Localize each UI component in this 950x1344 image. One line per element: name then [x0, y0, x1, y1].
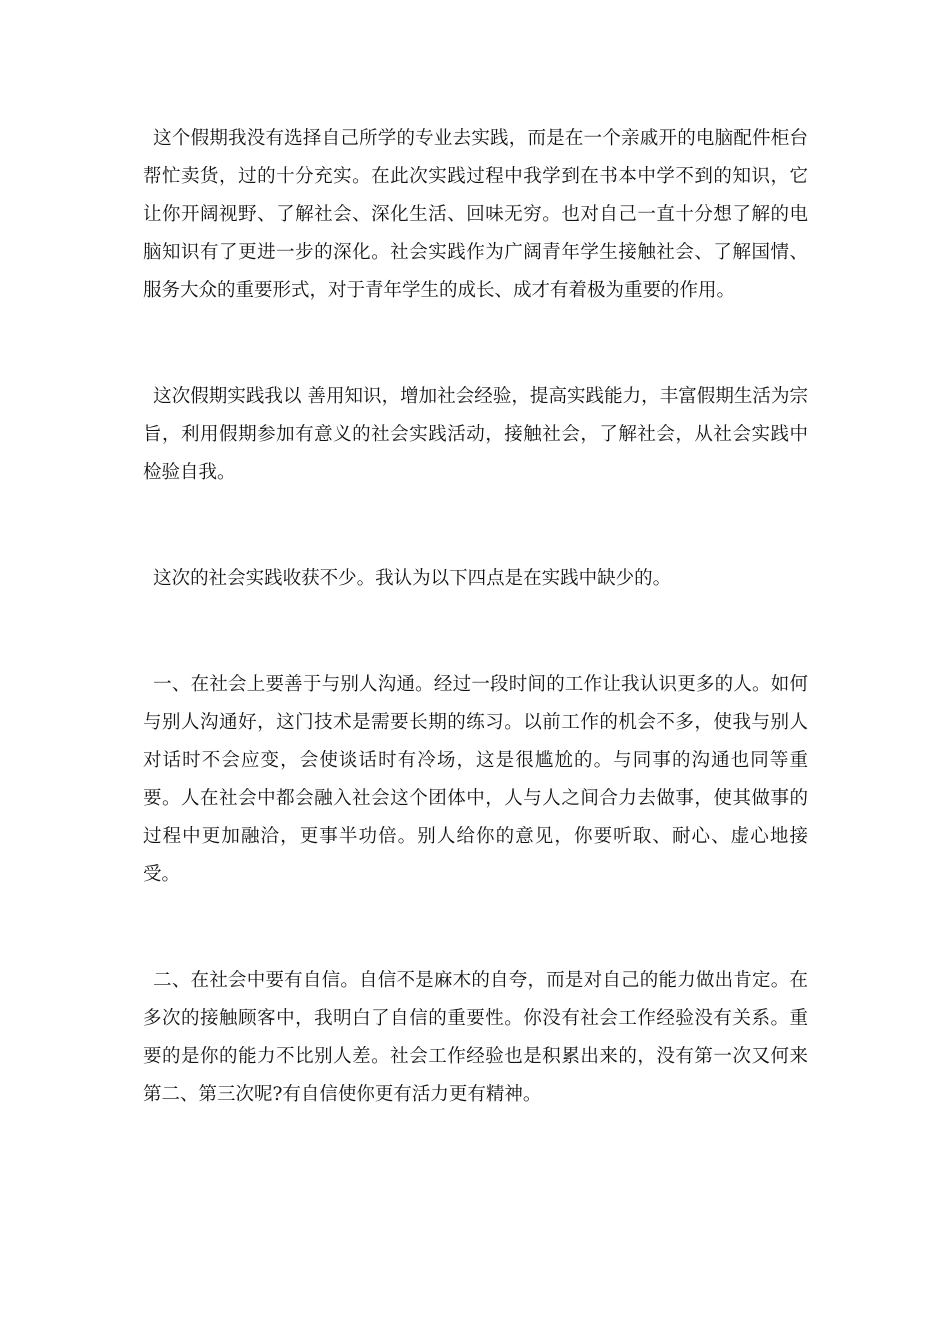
paragraph-intro: 这个假期我没有选择自己所学的专业去实践，而是在一个亲戚开的电脑配件柜台帮忙卖货，过的十分充实。在此次实践过程中我学到在书本中学不到的知识，它让你开阔视野、了解社会、深化生活、回味无穷。也对自己一直十分想了解的电脑知识有了更进一步的深化。社会实践作为广阔青年学生接触社会、了解国情、服务大众的重要形式，对于青年学生的成长、成才有着极为重要的作用。 — [143, 128, 808, 301]
paragraph-point-one: 一、在社会上要善于与别人沟通。经过一段时间的工作让我认识更多的人。如何与别人沟通好，这门技术是需要长期的练习。以前工作的机会不多，使我与别人对话时不会应变，会使谈话时有冷场，这是很尴尬的。与同事的沟通也同等重要。人在社会中都会融入社会这个团体中，人与人之间合力去做事，使其做事的过程中更加融洽，更事半功倍。别人给你的意见，你要听取、耐心、虚心地接受。 — [143, 674, 808, 885]
paragraph-purpose: 这次假期实践我以 善用知识，增加社会经验，提高实践能力，丰富假期生活为宗旨，利用假期参加有意义的社会实践活动，接触社会，了解社会，从社会实践中检验自我。 — [143, 386, 808, 483]
paragraph-point-two: 二、在社会中要有自信。自信不是麻木的自夸，而是对自己的能力做出肯定。在多次的接触顾客中，我明白了自信的重要性。你没有社会工作经验没有关系。重要的是你的能力不比别人差。社会工作经验也是积累出来的，没有第一次又何来第二、第三次呢?有自信使你更有活力更有精神。 — [143, 970, 808, 1105]
paragraph-summary: 这次的社会实践收获不少。我认为以下四点是在实践中缺少的。 — [153, 568, 672, 589]
document-body — [143, 120, 808, 1114]
